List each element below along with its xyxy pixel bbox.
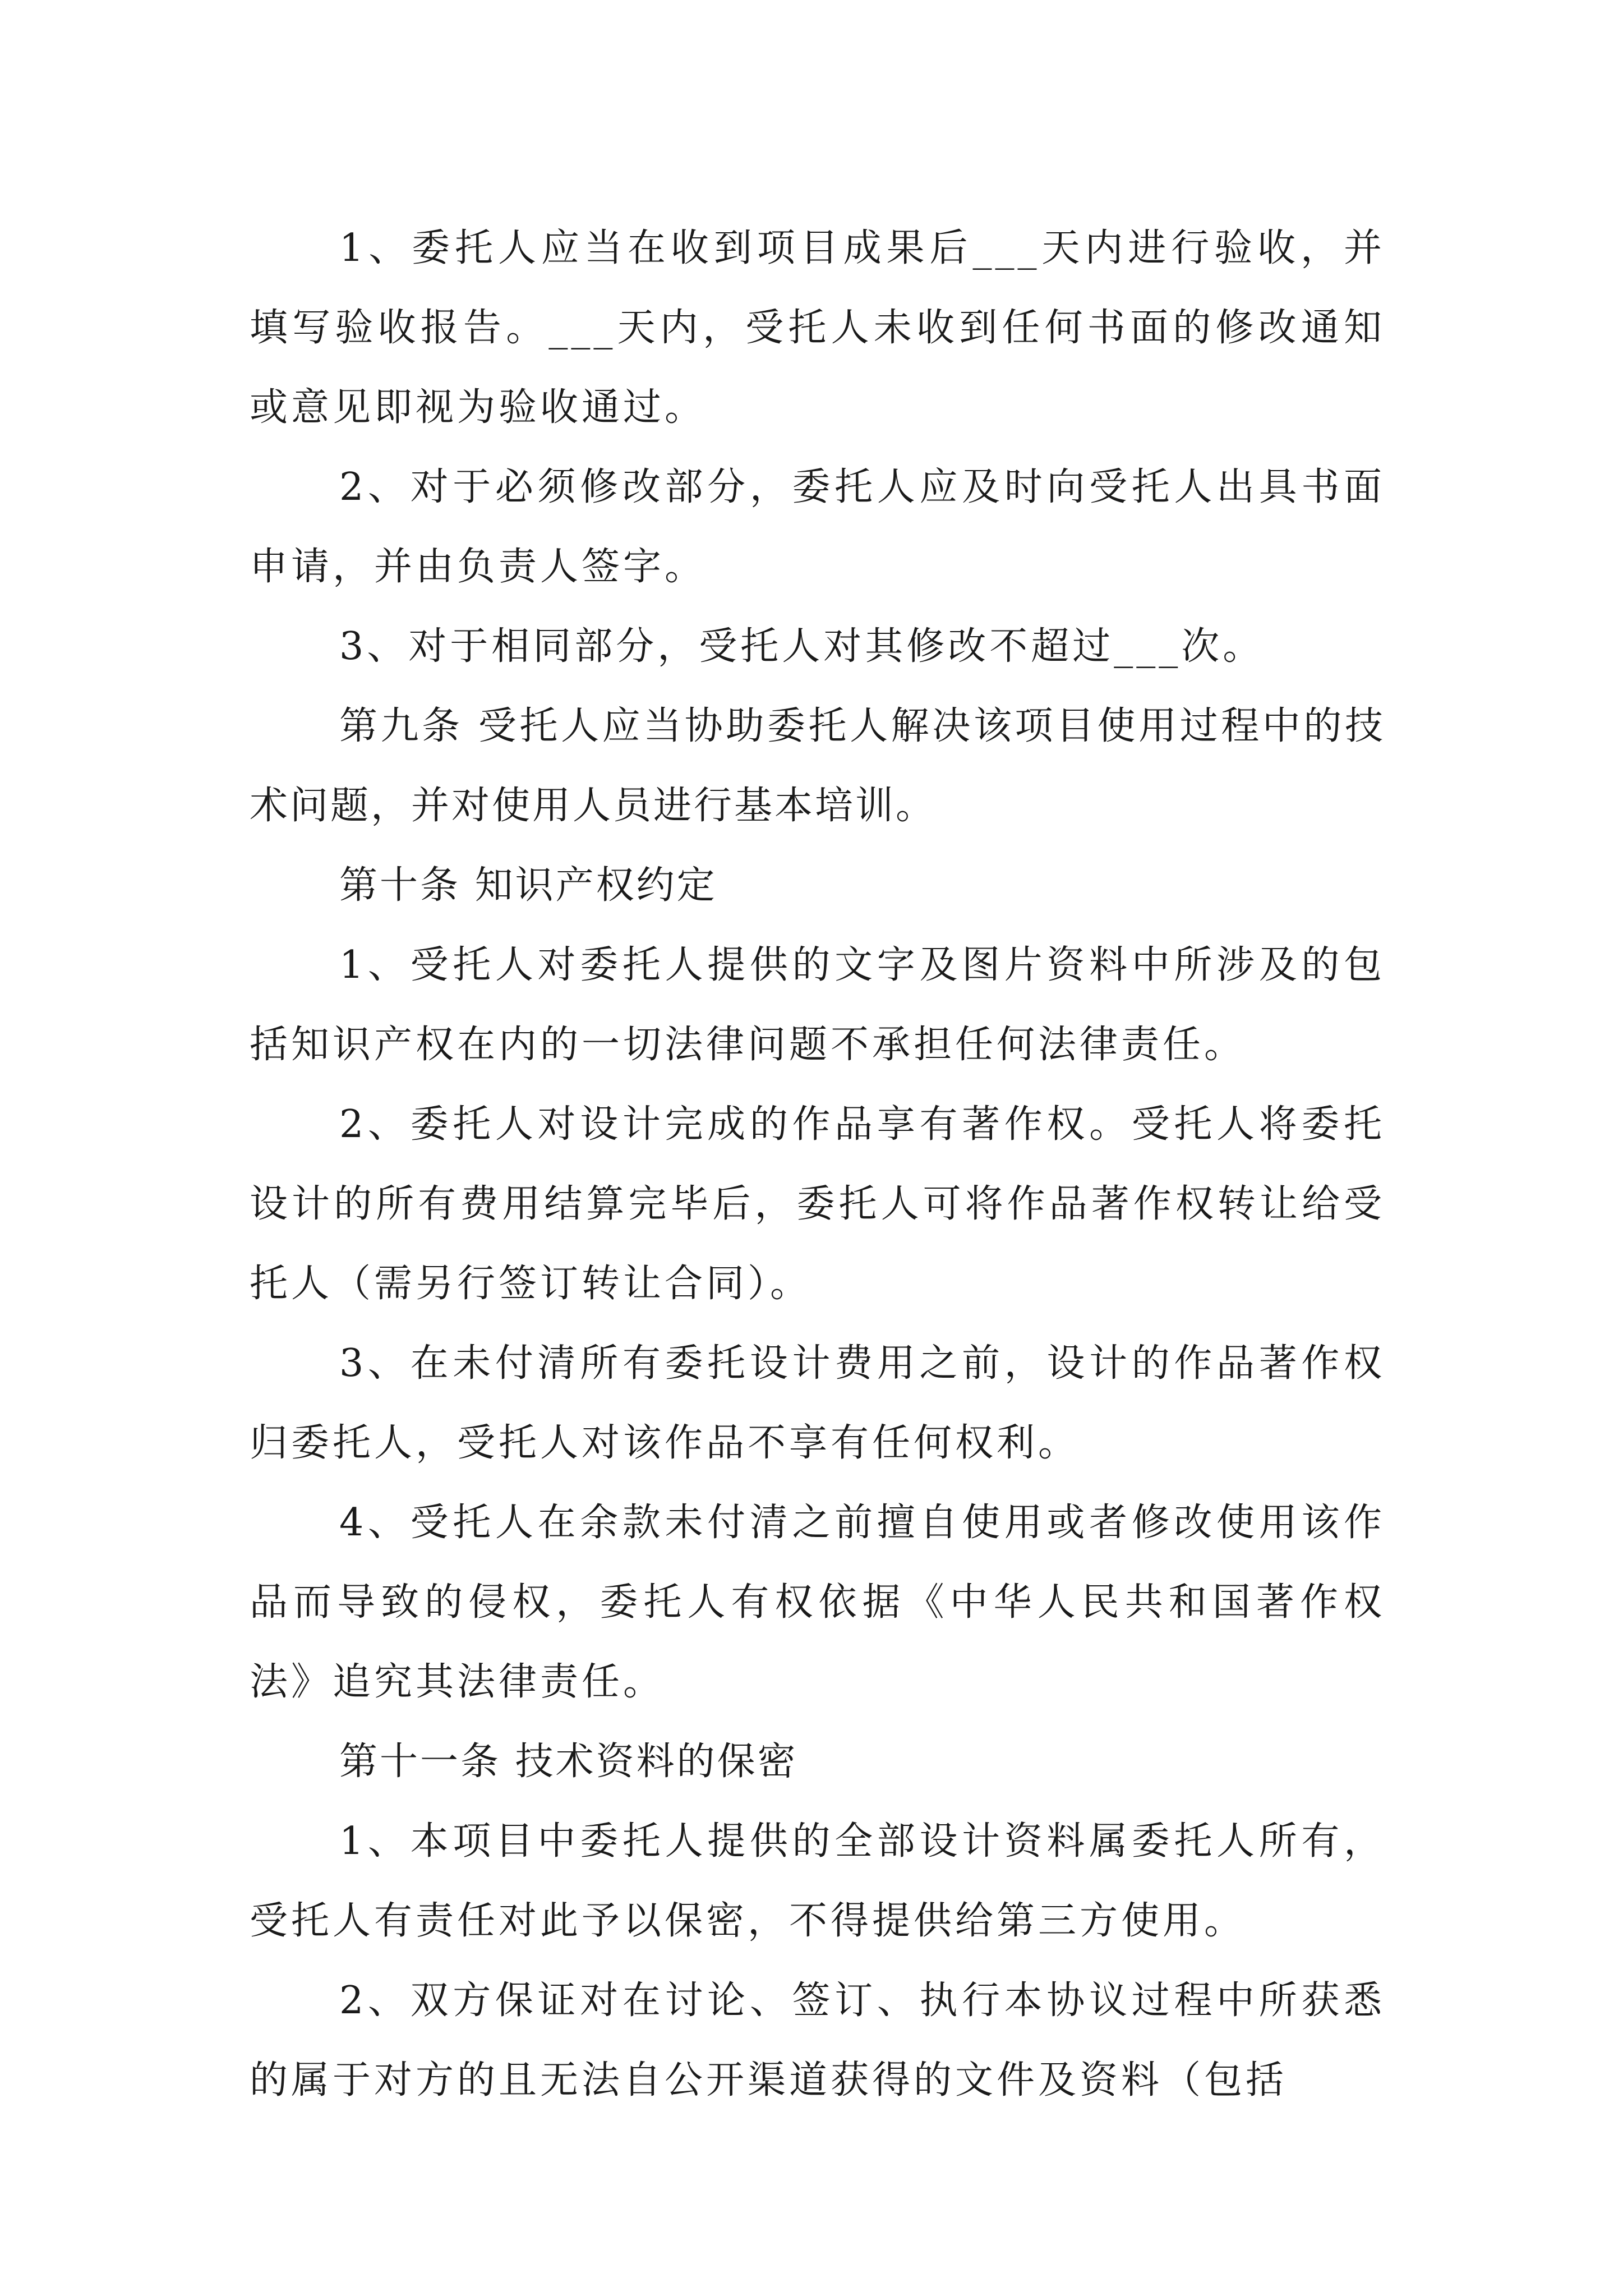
paragraph-confidentiality-clause-2: 2、双方保证对在讨论、签订、执行本协议过程中所获悉的属于对方的且无法自公开渠道获得的文件及资料（包括 — [250, 1978, 1385, 2102]
paragraph-acceptance-clause-3: 3、对于相同部分，受托人对其修改不超过___次。 — [339, 624, 1265, 669]
paragraph-ip-clause-2: 2、委托人对设计完成的作品享有著作权。受托人将委托设计的所有费用结算完毕后，委托人可将作品著作权转让给受托人（需另行签订转让合同）。 — [250, 1102, 1385, 1306]
heading-article-11: 第十一条 技术资料的保密 — [339, 1740, 798, 1784]
paragraph-article-9: 第九条 受托人应当协助委托人解决该项目使用过程中的技术问题，并对使用人员进行基本培训。 — [250, 704, 1385, 828]
paragraph-ip-clause-1: 1、受托人对委托人提供的文字及图片资料中所涉及的包括知识产权在内的一切法律问题不承担任何法律责任。 — [250, 943, 1385, 1067]
paragraph-acceptance-clause-2: 2、对于必须修改部分，委托人应及时向受托人出具书面申请，并由负责人签字。 — [250, 465, 1385, 589]
heading-article-10: 第十条 知识产权约定 — [339, 863, 717, 908]
document-body — [250, 209, 1385, 2120]
paragraph-ip-clause-4: 4、受托人在余款未付清之前擅自使用或者修改使用该作品而导致的侵权，委托人有权依据《中华人民共和国著作权法》追究其法律责任。 — [250, 1501, 1385, 1704]
paragraph-confidentiality-clause-1: 1、本项目中委托人提供的全部设计资料属委托人所有，受托人有责任对此予以保密，不得提供给第三方使用。 — [250, 1819, 1385, 1943]
paragraph-acceptance-clause-1: 1、委托人应当在收到项目成果后___天内进行验收，并填写验收报告。___天内，受托人未收到任何书面的修改通知或意见即视为验收通过。 — [250, 226, 1385, 430]
paragraph-ip-clause-3: 3、在未付清所有委托设计费用之前，设计的作品著作权归委托人，受托人对该作品不享有任何权利。 — [250, 1341, 1385, 1465]
